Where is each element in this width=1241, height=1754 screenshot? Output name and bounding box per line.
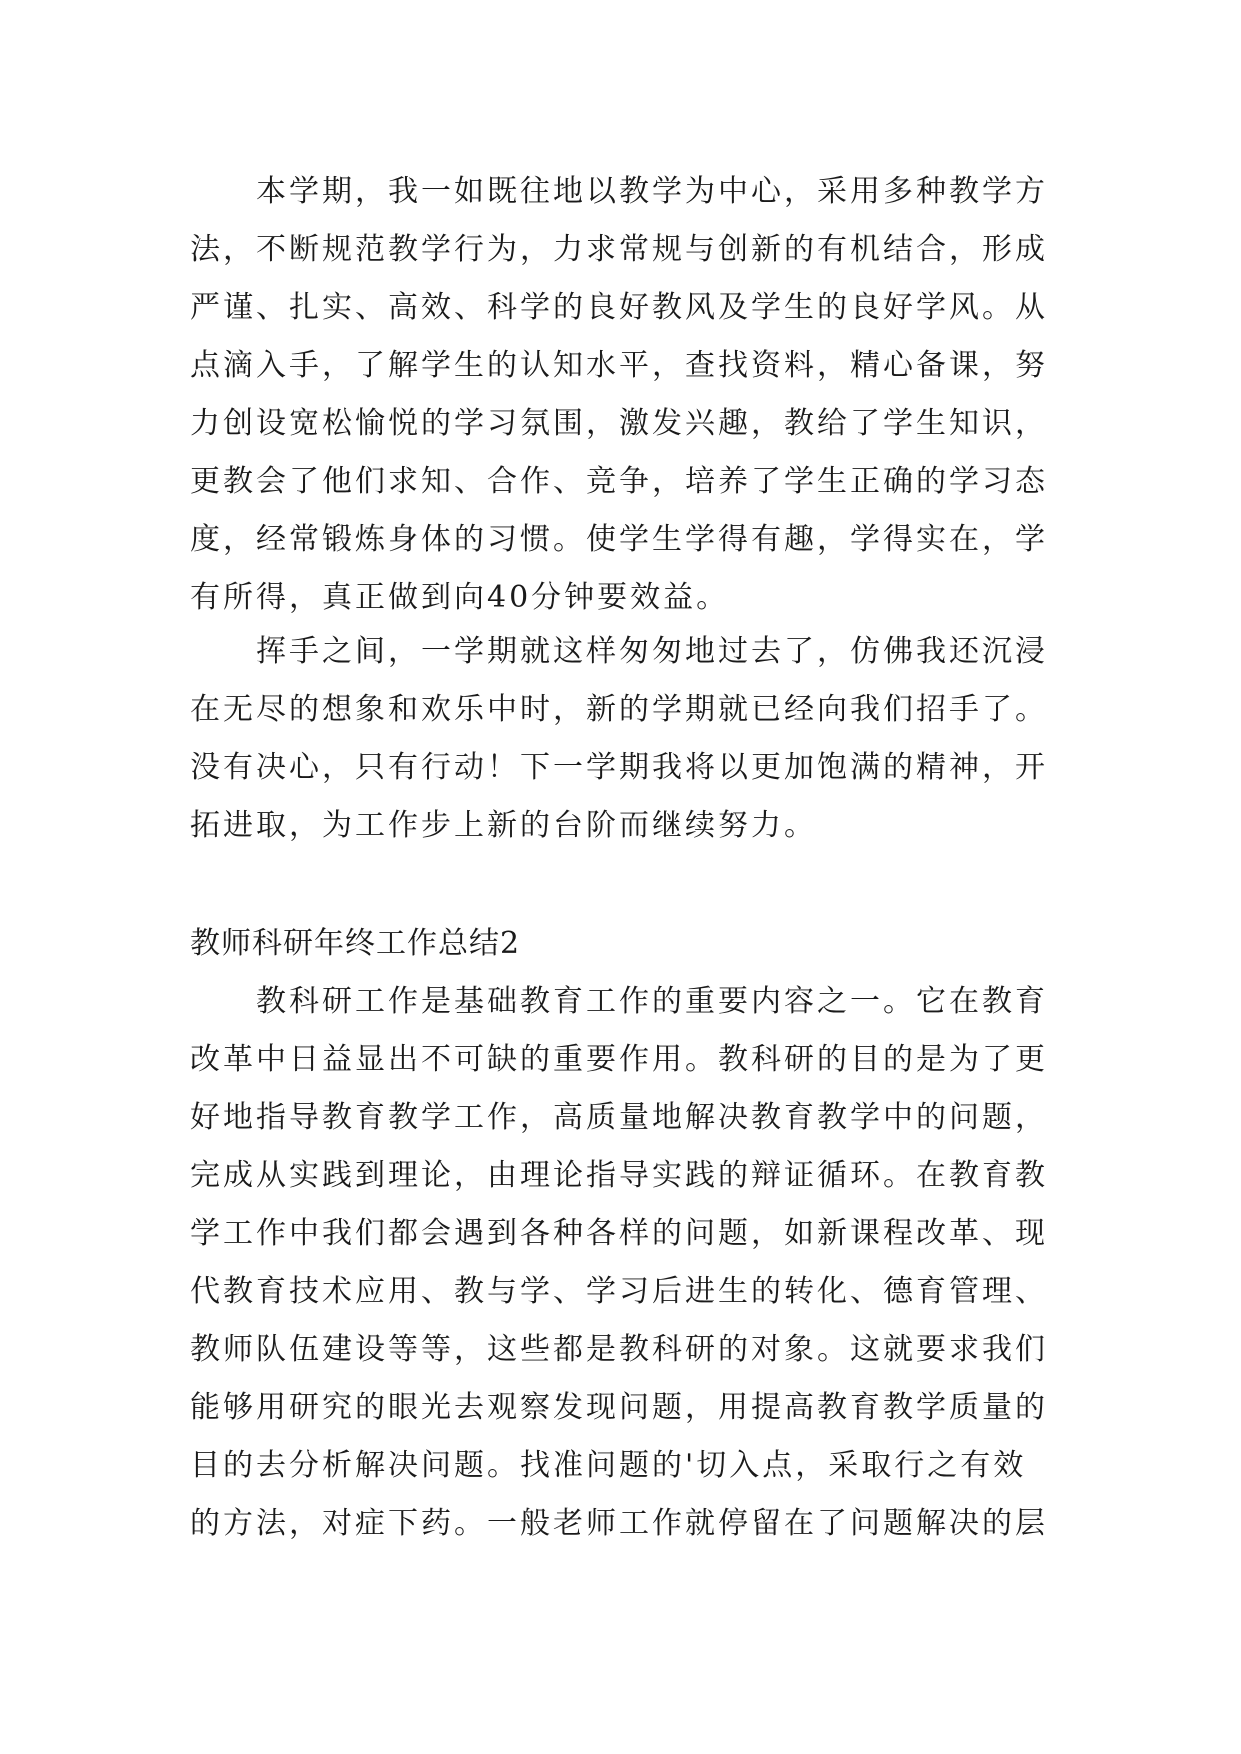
paragraph-line: 完成从实践到理论，由理论指导实践的辩证循环。在教育教 — [190, 1158, 1048, 1193]
paragraph-line: 严谨、扎实、高效、科学的良好教风及学生的良好学风。从 — [190, 290, 1048, 325]
paragraph-line: 本学期，我一如既往地以教学为中心，采用多种教学方 — [256, 174, 1048, 209]
paragraph-line: 度，经常锻炼身体的习惯。使学生学得有趣，学得实在，学 — [190, 522, 1048, 557]
paragraph-line: 更教会了他们求知、合作、竞争，培养了学生正确的学习态 — [190, 464, 1048, 499]
paragraph-line: 有所得，真正做到向40分钟要效益。 — [190, 580, 730, 615]
paragraph-line: 教科研工作是基础教育工作的重要内容之一。它在教育 — [256, 984, 1048, 1019]
paragraph-line: 好地指导教育教学工作，高质量地解决教育教学中的问题， — [190, 1100, 1048, 1135]
paragraph-line: 能够用研究的眼光去观察发现问题，用提高教育教学质量的 — [190, 1390, 1048, 1425]
paragraph-line: 点滴入手，了解学生的认知水平，查找资料，精心备课，努 — [190, 348, 1048, 383]
paragraph-line: 改革中日益显出不可缺的重要作用。教科研的目的是为了更 — [190, 1042, 1048, 1077]
paragraph-semester-summary — [190, 163, 1070, 627]
paragraph-line: 学工作中我们都会遇到各种各样的问题，如新课程改革、现 — [190, 1216, 1048, 1251]
paragraph-line: 力创设宽松愉悦的学习氛围，激发兴趣，教给了学生知识， — [190, 406, 1048, 441]
section-heading-text: 教师科研年终工作总结2 — [190, 926, 521, 961]
paragraph-closing — [190, 623, 1070, 855]
paragraph-line: 目的去分析解决问题。找准问题的'切入点，采取行之有效 — [190, 1448, 1027, 1483]
paragraph-line: 在无尽的想象和欢乐中时，新的学期就已经向我们招手了。 — [190, 692, 1048, 727]
paragraph-line: 法，不断规范教学行为，力求常规与创新的有机结合，形成 — [190, 232, 1048, 267]
paragraph-research-work — [190, 973, 1070, 1553]
paragraph-line: 代教育技术应用、教与学、学习后进生的转化、德育管理、 — [190, 1274, 1048, 1309]
paragraph-line: 没有决心，只有行动！下一学期我将以更加饱满的精神，开 — [190, 750, 1048, 785]
paragraph-line: 的方法，对症下药。一般老师工作就停留在了问题解决的层 — [190, 1506, 1048, 1541]
paragraph-line: 拓进取，为工作步上新的台阶而继续努力。 — [190, 808, 817, 843]
paragraph-line: 教师队伍建设等等，这些都是教科研的对象。这就要求我们 — [190, 1332, 1048, 1367]
paragraph-line: 挥手之间，一学期就这样匆匆地过去了，仿佛我还沉浸 — [256, 634, 1048, 669]
section-heading — [190, 915, 1070, 973]
